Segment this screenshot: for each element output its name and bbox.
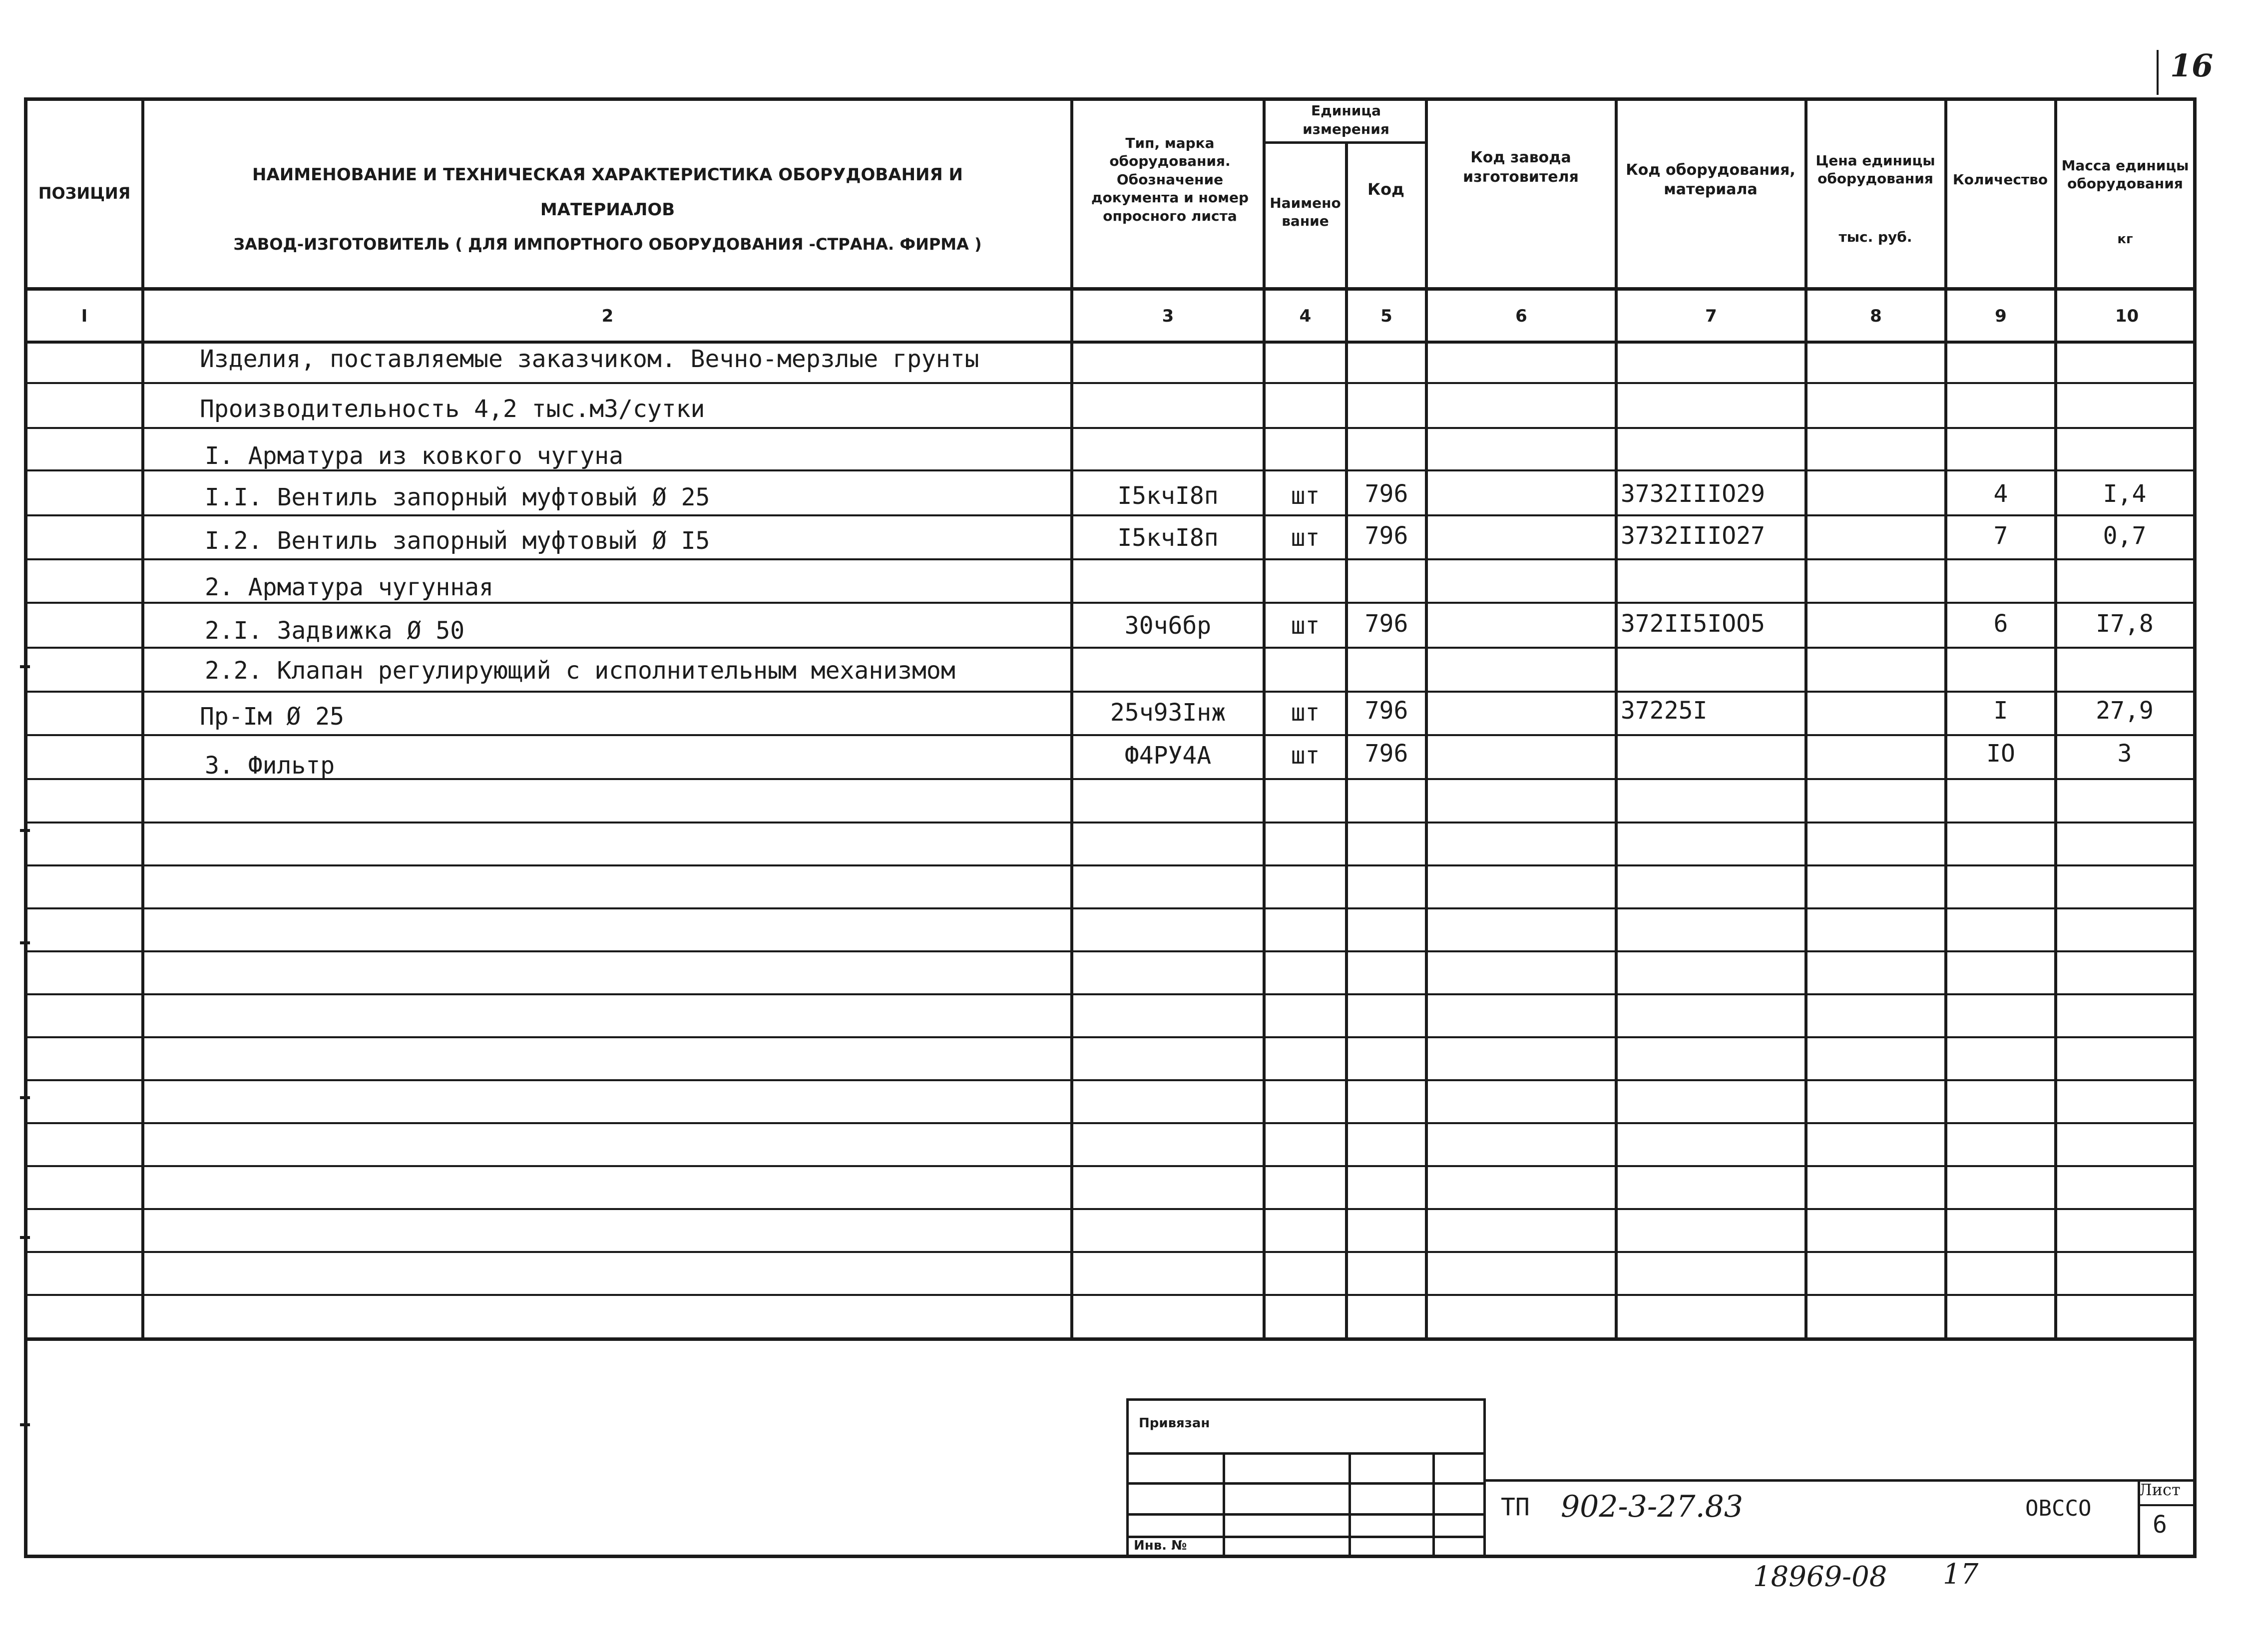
header-mass-unit: кг: [2117, 232, 2133, 247]
footer-code: 18969-08: [1753, 1561, 1887, 1593]
header-manufacturer-code: Код завода изготовителя: [1463, 149, 1579, 186]
row-separator: [27, 1036, 2195, 1038]
row-separator: [27, 1122, 2195, 1124]
row-4-equip: 3732IIIO29: [1621, 480, 1765, 508]
header-price: Цена единицы оборудования: [1815, 152, 1935, 187]
row-separator: [27, 1251, 2195, 1253]
col-num-3: 3: [1162, 306, 1174, 326]
row-10-mass: 3: [2117, 740, 2132, 768]
col-num-1: I: [81, 306, 88, 326]
row-separator: [27, 950, 2195, 952]
sheet-number: 6: [2153, 1511, 2167, 1539]
header-equipment-code: Код оборудования, материала: [1626, 161, 1795, 198]
row-separator: [27, 1337, 2195, 1341]
header-unit-group: Единица измерения: [1303, 102, 1389, 137]
row-separator: [27, 822, 2195, 824]
row-10-unit: шт: [1291, 742, 1320, 770]
col-line-6: [1615, 97, 1618, 1338]
row-1-name: Изделия, поставляемые заказчиком. Вечно-мерзлые грунты: [200, 345, 979, 373]
col-num-2: 2: [601, 306, 614, 326]
header-bottom-line: [24, 287, 2197, 291]
row-5-mass: 0,7: [2103, 522, 2147, 550]
col-num-8: 8: [1870, 306, 1882, 326]
stamp-inv-label: Инв. №: [1134, 1538, 1187, 1553]
row-7-code: 796: [1364, 610, 1408, 638]
row-7-name: 2.I. Задвижка Ø 50: [205, 617, 465, 645]
col-num-5: 5: [1380, 306, 1392, 326]
row-4-unit: шт: [1291, 482, 1320, 510]
col-line-5: [1425, 97, 1428, 1338]
row-4-qty: 4: [1993, 480, 2008, 508]
row-5-equip: 3732IIIO27: [1621, 522, 1765, 550]
footer-number: 17: [1943, 1558, 1979, 1591]
row-4-type: I5кчI8п: [1117, 482, 1219, 510]
row-7-type: 30ч6бр: [1124, 612, 1212, 640]
col-num-10: 10: [2115, 306, 2139, 326]
row-4-code: 796: [1364, 480, 1408, 508]
doc-number: 902-3-27.83: [1561, 1489, 1744, 1524]
unit-group-line: [1263, 141, 1427, 144]
page-number-tick: [2157, 50, 2159, 95]
row-5-name: I.2. Вентиль запорный муфтовый Ø I5: [205, 527, 710, 555]
header-unit-name: Наименование: [1270, 194, 1341, 229]
row-5-qty: 7: [1993, 522, 2008, 550]
page-number: 16: [2170, 47, 2214, 84]
row-9-code: 796: [1364, 697, 1408, 725]
row-5-type: I5кчI8п: [1117, 524, 1219, 552]
row-9-equip: 37225I: [1621, 697, 1708, 725]
row-separator: [27, 382, 2195, 384]
row-separator: [27, 1208, 2195, 1210]
col-num-4: 4: [1299, 306, 1312, 326]
row-7-equip: 372II5IOO5: [1621, 610, 1765, 638]
col-line-1: [141, 97, 144, 1338]
row-9-mass: 27,9: [2096, 697, 2154, 725]
row-8-name: 2.2. Клапан регулирующий с исполнительным механизмом: [205, 657, 955, 685]
row-7-mass: I7,8: [2096, 610, 2154, 638]
header-mass: Масса единицы оборудования: [2061, 157, 2189, 192]
row-separator: [27, 864, 2195, 866]
col-line-7: [1804, 97, 1807, 1338]
row-9-qty: I: [1993, 697, 2008, 725]
row-4-name: I.I. Вентиль запорный муфтовый Ø 25: [205, 483, 710, 511]
row-separator: [27, 993, 2195, 995]
doc-prefix: ТП: [1501, 1493, 1530, 1521]
row-7-qty: 6: [1993, 610, 2008, 638]
row-separator: [27, 778, 2195, 780]
header-price-unit: тыс. руб.: [1838, 228, 1912, 245]
header-position: ПОЗИЦИЯ: [38, 183, 131, 203]
header-name-line2: МАТЕРИАЛОВ: [540, 199, 675, 220]
header-name-line3: ЗАВОД-ИЗГОТОВИТЕЛЬ ( ДЛЯ ИМПОРТНОГО ОБОРУДОВАНИЯ -СТРАНА. ФИРМА ): [233, 235, 982, 254]
doc-code: ОВССО: [2025, 1496, 2092, 1521]
header-name-line1: НАИМЕНОВАНИЕ И ТЕХНИЧЕСКАЯ ХАРАКТЕРИСТИКА ОБОРУДОВАНИЯ И: [252, 164, 963, 185]
row-separator: [27, 1165, 2195, 1167]
stamp-binding-label: Привязан: [1139, 1416, 1210, 1431]
header-quantity: Количество: [1952, 171, 2048, 188]
row-9-name: Пр-Iм Ø 25: [200, 703, 344, 731]
row-3-name: I. Арматура из ковкого чугуна: [205, 442, 624, 470]
row-10-code: 796: [1364, 740, 1408, 768]
header-type-mark: Тип, марка оборудования. Обозначение документа и номер опросного листа: [1091, 135, 1249, 224]
row-separator: [27, 907, 2195, 909]
sheet-label: Лист: [2139, 1480, 2181, 1499]
row-6-name: 2. Арматура чугунная: [205, 573, 493, 601]
row-5-code: 796: [1364, 522, 1408, 550]
header-unit-code: Код: [1367, 180, 1404, 199]
row-separator: [27, 1079, 2195, 1081]
row-9-type: 25ч93Iнж: [1110, 699, 1226, 727]
row-4-mass: I,4: [2103, 480, 2147, 508]
col-num-9: 9: [1995, 306, 2007, 326]
row-9-unit: шт: [1291, 699, 1320, 727]
row-10-name: 3. Фильтр: [205, 752, 335, 780]
row-10-type: Ф4РУ4А: [1124, 742, 1212, 770]
row-2-name: Производительность 4,2 тыс.м3/сутки: [200, 395, 705, 423]
col-num-7: 7: [1705, 306, 1717, 326]
col-num-6: 6: [1515, 306, 1527, 326]
row-7-unit: шт: [1291, 612, 1320, 640]
row-10-qty: IO: [1986, 740, 2015, 768]
row-5-unit: шт: [1291, 524, 1320, 552]
row-separator: [27, 1294, 2195, 1296]
